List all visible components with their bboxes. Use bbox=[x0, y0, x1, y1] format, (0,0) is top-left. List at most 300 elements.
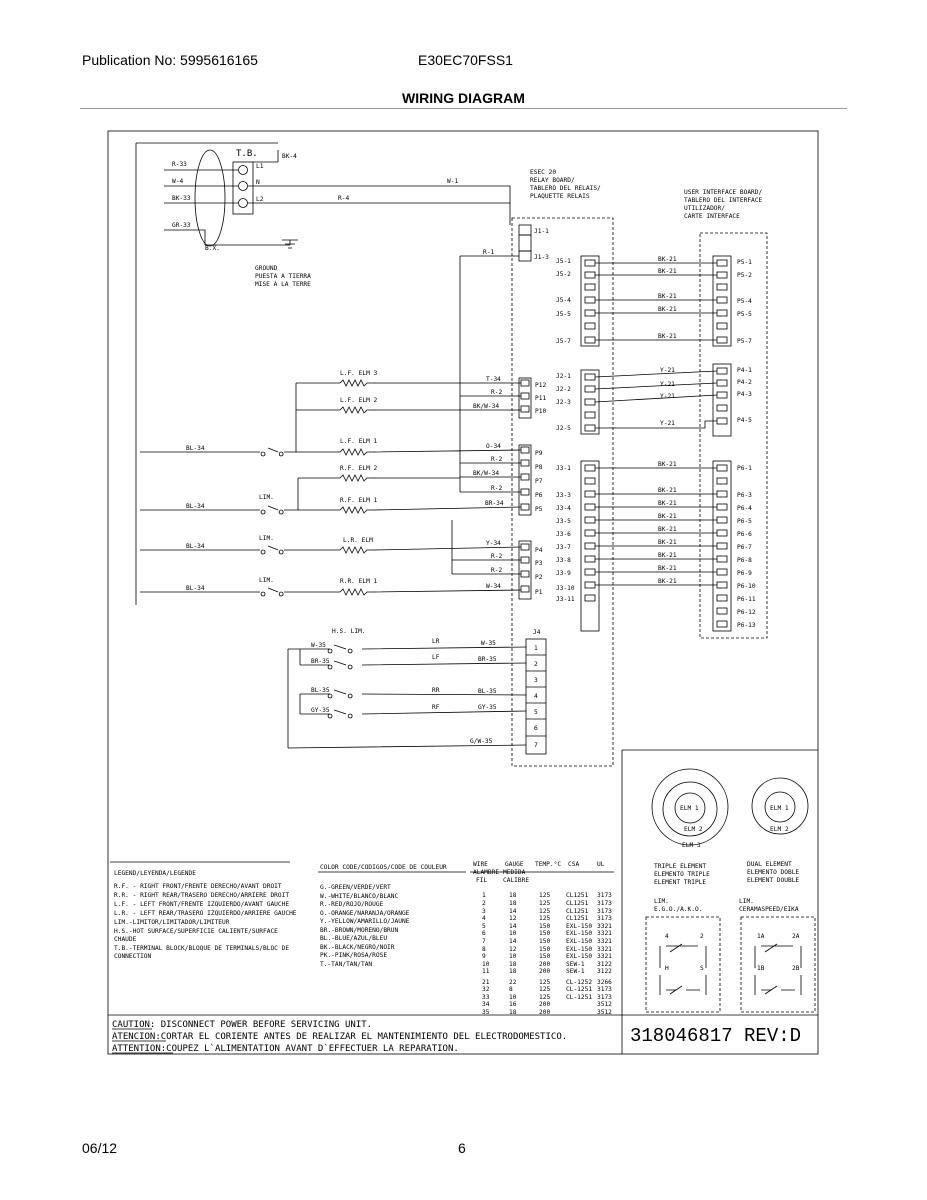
wire-label: BL-34 bbox=[186, 503, 205, 510]
wire-label: T-34 bbox=[486, 376, 501, 383]
wire-label: Y-21 bbox=[660, 420, 675, 427]
ui-title: UTILIZADOR/ bbox=[684, 205, 725, 212]
element-label: R.F. ELM 1 bbox=[340, 497, 378, 504]
j5-label: J5-7 bbox=[556, 338, 571, 345]
wiretable-cell: 2 bbox=[482, 900, 486, 907]
wiretable-cell: 11 bbox=[482, 968, 490, 975]
p4-label: P4-2 bbox=[737, 379, 752, 386]
wiretable-cell: 34 bbox=[482, 1001, 490, 1008]
p6-label: P6-11 bbox=[737, 596, 756, 603]
page-title: WIRING DIAGRAM bbox=[402, 90, 525, 106]
resistor bbox=[340, 589, 375, 595]
wire-label: BK-21 bbox=[658, 306, 677, 313]
legend-line: R.F. - RIGHT FRONT/FRENTE DERECHO/AVANT DROIT bbox=[114, 883, 282, 890]
wiretable-cell: 3512 bbox=[597, 1009, 612, 1016]
resistor bbox=[340, 380, 375, 386]
zone-label: RF bbox=[432, 704, 440, 711]
p4-label: P4-3 bbox=[737, 391, 752, 398]
wiretable-cell: 4 bbox=[482, 915, 486, 922]
wiretable-cell: 150 bbox=[539, 923, 551, 930]
zone-label: LF bbox=[432, 654, 440, 661]
wiretable-cell: 5 bbox=[482, 923, 486, 930]
pin-label: P2 bbox=[535, 574, 543, 581]
bx-label: B.X. bbox=[205, 245, 220, 252]
j2-label: J2-5 bbox=[556, 425, 571, 432]
p6-label: P6-3 bbox=[737, 492, 752, 499]
j3-label: J3-1 bbox=[556, 465, 571, 472]
legend-line: CONNECTION bbox=[114, 953, 152, 960]
wiretable-rows bbox=[482, 892, 612, 1016]
wire-label: BR-35 bbox=[311, 658, 330, 665]
n-label: N bbox=[256, 179, 260, 186]
wire-label: BK/W-34 bbox=[473, 403, 500, 410]
ground-label: MISE A LA TERRE bbox=[255, 281, 311, 288]
wire-label: BK-21 bbox=[658, 461, 677, 468]
wiretable-cell: 200 bbox=[539, 1001, 551, 1008]
wiretable-cell: 18 bbox=[509, 968, 517, 975]
wiretable-cell: 18 bbox=[509, 961, 517, 968]
wiretable-cell: 32 bbox=[482, 986, 490, 993]
wiretable-cell: SEW-1 bbox=[566, 961, 585, 968]
wiretable-cell: 12 bbox=[509, 915, 517, 922]
wiretable-cell: 3321 bbox=[597, 930, 612, 937]
resistor bbox=[340, 449, 375, 455]
wiretable-cell: 6 bbox=[482, 930, 486, 937]
dual-label: ELEMENTO DOBLE bbox=[747, 869, 800, 876]
wire-label: BK-21 bbox=[658, 552, 677, 559]
wire-label: G/W-35 bbox=[470, 738, 493, 745]
p6-label: P6-13 bbox=[737, 622, 756, 629]
switch-terminal: H bbox=[665, 965, 669, 972]
limiter-switch bbox=[256, 546, 283, 554]
wire-label: R-33 bbox=[172, 161, 187, 168]
wire-label: W-35 bbox=[481, 640, 496, 647]
hs-lim-label: H.S. LIM. bbox=[332, 628, 366, 635]
resistor bbox=[340, 507, 375, 513]
wire-label: BK-21 bbox=[658, 256, 677, 263]
pin-label: P9 bbox=[535, 450, 543, 457]
colorcode-line: W.-WHITE/BLANCO/BLANC bbox=[320, 893, 399, 900]
p5-label: P5-7 bbox=[737, 338, 752, 345]
wire-label: Y-34 bbox=[486, 540, 501, 547]
j11-label: J1-1 bbox=[534, 228, 549, 235]
wiretable-cell: 125 bbox=[539, 908, 551, 915]
wire-label: BK-21 bbox=[658, 268, 677, 275]
colorcode-title: COLOR CODE/CODIGOS/CODE DE COULEUR bbox=[320, 864, 447, 871]
wiretable-cell: 8 bbox=[482, 946, 486, 953]
p6-label: P6-7 bbox=[737, 544, 752, 551]
p6-label: P6-12 bbox=[737, 609, 756, 616]
wire-label: BR-35 bbox=[478, 656, 497, 663]
colorcode-line: T.-TAN/TAN/TAN bbox=[320, 961, 373, 968]
legend-title: LEGEND/LEYENDA/LEGENDE bbox=[114, 870, 196, 877]
legend-line: LIM.-LIMITOR/LIMITADOR/LIMITEUR bbox=[114, 919, 230, 926]
wiretable-cell: 10 bbox=[482, 961, 490, 968]
r1-wire bbox=[460, 256, 519, 380]
ego-switch-box bbox=[646, 917, 720, 1012]
wiretable-cell: CL-1251 bbox=[566, 994, 593, 1001]
element-label: L.F. ELM 1 bbox=[340, 438, 378, 445]
wire-label: BL-34 bbox=[186, 543, 205, 550]
j4-pin: 4 bbox=[534, 693, 538, 700]
element-labels bbox=[186, 370, 504, 592]
switch-terminal: 4 bbox=[665, 933, 669, 940]
wiretable-cell: 150 bbox=[539, 953, 551, 960]
caution-block bbox=[112, 1020, 801, 1054]
pin-label: P1 bbox=[535, 589, 543, 596]
cera-switch-box bbox=[741, 917, 815, 1012]
lim-label: LIM. bbox=[259, 535, 274, 542]
wiretable-cell: EXL-150 bbox=[566, 923, 593, 930]
j1-terminal bbox=[519, 251, 531, 261]
wire-label: Y-21 bbox=[660, 381, 675, 388]
wire-label: R-2 bbox=[491, 485, 503, 492]
zone-label: RR bbox=[432, 687, 440, 694]
j3-label: J3-3 bbox=[556, 492, 571, 499]
element-label: L.R. ELM bbox=[343, 537, 373, 544]
wire-label: R-1 bbox=[483, 249, 495, 256]
colorcode-line: R.-RED/ROJO/ROUGE bbox=[320, 901, 384, 908]
pin-label: P5 bbox=[535, 506, 543, 513]
wire-label: BK-21 bbox=[658, 293, 677, 300]
j13-label: J1-3 bbox=[534, 254, 549, 261]
wiretable-cell: CL1251 bbox=[566, 908, 589, 915]
elm-label: ELM 3 bbox=[682, 842, 701, 849]
wire-label: R-4 bbox=[338, 195, 350, 202]
j5-label: J5-5 bbox=[556, 311, 571, 318]
bk4-label: BK-4 bbox=[282, 153, 297, 160]
wiretable-subheader: MEDIDA bbox=[503, 869, 526, 876]
j2-label: J2-2 bbox=[556, 386, 571, 393]
wire-label: O-34 bbox=[486, 443, 501, 450]
switch-terminal: 1B bbox=[757, 965, 765, 972]
wiretable-cell: 35 bbox=[482, 1009, 490, 1016]
legend-line: R.R. - RIGHT REAR/TRASERO DERECHO/ARRIERE DROIT bbox=[114, 892, 290, 899]
wiretable-cell: CL1251 bbox=[566, 915, 589, 922]
wire-label: BK-33 bbox=[172, 195, 191, 202]
caution-line: ATENCION:CORTAR EL CORIENTE ANTES DE REALIZAR EL MANTENIMIENTO DEL ELECTRODOMESTICO. bbox=[112, 1032, 568, 1042]
wiretable-cell: 14 bbox=[509, 908, 517, 915]
p6-label: P6-9 bbox=[737, 570, 752, 577]
wiretable-cell: CL1251 bbox=[566, 892, 589, 899]
wiretable-cell: 3512 bbox=[597, 1001, 612, 1008]
wire-label: BK-21 bbox=[658, 565, 677, 572]
colorcode-line: BL.-BLUE/AZUL/BLEU bbox=[320, 935, 388, 942]
wire-label: BK-21 bbox=[658, 500, 677, 507]
wiretable-cell: 10 bbox=[509, 994, 517, 1001]
wire-label: BL-34 bbox=[186, 445, 205, 452]
wire-label: R-2 bbox=[491, 567, 503, 574]
wiretable-cell: 3321 bbox=[597, 938, 612, 945]
j4-label: J4 bbox=[533, 629, 541, 636]
j4-pin: 5 bbox=[534, 709, 538, 716]
ui-board bbox=[700, 233, 767, 638]
switch-terminal: 2B bbox=[792, 965, 800, 972]
wiretable-cell: 10 bbox=[509, 953, 517, 960]
lim-label: LIM. bbox=[259, 577, 274, 584]
p4-connector bbox=[713, 364, 731, 436]
ui-title: TABLERO DEL INTERFACE bbox=[684, 197, 763, 204]
wire-label: W-34 bbox=[486, 583, 501, 590]
wiretable-cell: 7 bbox=[482, 938, 486, 945]
wiretable-cell: 22 bbox=[509, 979, 517, 986]
p6-label: P6-8 bbox=[737, 557, 752, 564]
wire-label: GY-35 bbox=[478, 704, 497, 711]
switch-title: CERAMASPEED/EIKA bbox=[739, 906, 799, 913]
colorcode-line: PK.-PINK/ROSA/ROSE bbox=[320, 952, 388, 959]
wiretable-header: WIRE bbox=[473, 861, 488, 868]
l2-label: L2 bbox=[256, 196, 264, 203]
j1-body bbox=[519, 235, 531, 251]
p5-label: P5-1 bbox=[737, 259, 752, 266]
wiretable-cell: 125 bbox=[539, 979, 551, 986]
wire-label: Y-21 bbox=[660, 367, 675, 374]
hs-switch bbox=[328, 710, 352, 718]
wiretable-cell: 18 bbox=[509, 900, 517, 907]
wire-label: R-2 bbox=[491, 389, 503, 396]
j3-label: J3-4 bbox=[556, 505, 571, 512]
pin-label: P10 bbox=[535, 408, 547, 415]
colorcode-line: O.-ORANGE/NARANJA/ORANGE bbox=[320, 910, 410, 917]
switch-title: LIM. bbox=[739, 898, 754, 905]
j3-label: J3-9 bbox=[556, 570, 571, 577]
pin-label: P7 bbox=[535, 478, 543, 485]
hs-labels bbox=[311, 628, 497, 745]
wiretable-subheader: CALIBRE bbox=[503, 877, 530, 884]
switch-terminal: 2 bbox=[700, 933, 704, 940]
wire-label: BK-21 bbox=[658, 578, 677, 585]
j3-label: J3-8 bbox=[556, 557, 571, 564]
footer-date: 06/12 bbox=[82, 1140, 118, 1156]
wiretable-cell: 150 bbox=[539, 930, 551, 937]
wiretable-cell: 9 bbox=[482, 953, 486, 960]
wiretable-cell: 150 bbox=[539, 938, 551, 945]
wiretable-cell: 3321 bbox=[597, 953, 612, 960]
p5-label: P5-2 bbox=[737, 272, 752, 279]
relay-title: ESEC 20 bbox=[530, 169, 557, 176]
wiretable-cell: 125 bbox=[539, 994, 551, 1001]
j3-label: J3-10 bbox=[556, 585, 575, 592]
ground-label: GROUND bbox=[255, 265, 278, 272]
dual-label: ELEMENT DOUBLE bbox=[747, 877, 800, 884]
j5-label: J5-4 bbox=[556, 297, 571, 304]
part-number: 318046817 REV:D bbox=[630, 1025, 802, 1047]
switch-title: E.G.O./A.K.O. bbox=[654, 906, 703, 913]
p6-label: P6-4 bbox=[737, 505, 752, 512]
wiretable-cell: 3173 bbox=[597, 900, 612, 907]
resistor bbox=[340, 547, 375, 553]
wiretable-cell: 12 bbox=[509, 946, 517, 953]
lim-label: LIM. bbox=[259, 494, 274, 501]
elm-label: ELM 1 bbox=[770, 805, 789, 812]
j5-connector bbox=[581, 256, 599, 346]
wiretable-cell: 200 bbox=[539, 961, 551, 968]
j4-pin: 2 bbox=[534, 661, 538, 668]
wiretable-header: GAUGE bbox=[505, 861, 524, 868]
wiretable-cell: 125 bbox=[539, 986, 551, 993]
ground-label: PUESTA A TIERRA bbox=[255, 273, 311, 280]
p4-label: P4-5 bbox=[737, 417, 752, 424]
colorcode-line: BK.-BLACK/NEGRO/NOIR bbox=[320, 944, 395, 951]
p6-label: P6-1 bbox=[737, 465, 752, 472]
triple-label: TRIPLE ELEMENT bbox=[654, 863, 707, 870]
wiretable-cell: CL-1251 bbox=[566, 986, 593, 993]
limiter-switch bbox=[256, 588, 283, 596]
triple-label: ELEMENTO TRIPLE bbox=[654, 871, 710, 878]
wire-label: W-4 bbox=[172, 178, 184, 185]
wiretable-cell: 3321 bbox=[597, 946, 612, 953]
wire-label: GR-33 bbox=[172, 222, 191, 229]
wiretable-cell: 3 bbox=[482, 908, 486, 915]
wire-label: GY-35 bbox=[311, 707, 330, 714]
wiretable-cell: EXL-150 bbox=[566, 930, 593, 937]
switch-terminal: 1A bbox=[757, 933, 765, 940]
j4-pin: 3 bbox=[534, 677, 538, 684]
j3-label: J3-11 bbox=[556, 596, 575, 603]
wiretable-cell: 3321 bbox=[597, 923, 612, 930]
limiter-switch bbox=[256, 448, 283, 456]
zone-label: LR bbox=[432, 638, 440, 645]
switch-labels bbox=[654, 898, 800, 972]
wire-label: BL-35 bbox=[478, 688, 497, 695]
p5-connector bbox=[713, 256, 731, 346]
j3-label: J3-5 bbox=[556, 518, 571, 525]
relay-title: PLAQUETTE RELAIS bbox=[530, 193, 590, 200]
pin-label: P12 bbox=[535, 382, 547, 389]
limiter-switch bbox=[256, 506, 283, 514]
wiretable-cell: 125 bbox=[539, 892, 551, 899]
wiretable-cell: 1 bbox=[482, 892, 486, 899]
wire-label: Y-21 bbox=[660, 393, 675, 400]
switch-title: LIM. bbox=[654, 898, 669, 905]
elm-label: ELM 1 bbox=[680, 805, 699, 812]
switch-terminal: 2A bbox=[792, 933, 800, 940]
resistor bbox=[340, 407, 375, 413]
wire-label: BK-21 bbox=[658, 539, 677, 546]
wiretable-cell: 3122 bbox=[597, 968, 612, 975]
legend-line: H.S.-HOT SURFACE/SUPERFICIE CALIENTE/SURFACE bbox=[114, 928, 278, 935]
wiretable-cell: 33 bbox=[482, 994, 490, 1001]
switch-terminal: S bbox=[700, 965, 704, 972]
element-label: R.F. ELM 2 bbox=[340, 465, 378, 472]
ui-title: USER INTERFACE BOARD/ bbox=[684, 189, 763, 196]
wiretable-cell: 18 bbox=[509, 892, 517, 899]
element-label: L.F. ELM 2 bbox=[340, 397, 378, 404]
legend-block bbox=[114, 860, 605, 968]
element-label: R.R. ELM 1 bbox=[340, 578, 378, 585]
relay-title: TABLERO DEL RELAIS/ bbox=[530, 185, 601, 192]
wiretable-cell: EXL-150 bbox=[566, 938, 593, 945]
p6-label: P6-10 bbox=[737, 583, 756, 590]
j3-label: J3-7 bbox=[556, 544, 571, 551]
wiretable-cell: 14 bbox=[509, 938, 517, 945]
legend-line: L.R. - LEFT REAR/TRASERO IZQUIERDO/ARRIERE GAUCHE bbox=[114, 910, 297, 917]
elm-label: ELM 2 bbox=[684, 826, 703, 833]
wire-label: BL-34 bbox=[186, 585, 205, 592]
legend-line: T.B.-TERMINAL BLOCK/BLOQUE DE TERMINALS/BLOC DE bbox=[114, 945, 290, 952]
wire-label: W-1 bbox=[447, 178, 459, 185]
wire-label: BL-35 bbox=[311, 687, 330, 694]
wiretable-cell: 3173 bbox=[597, 986, 612, 993]
element-wiring bbox=[140, 380, 521, 592]
j4-pin: 6 bbox=[534, 725, 538, 732]
caution-line: CAUTION: DISCONNECT POWER BEFORE SERVICING UNIT. bbox=[112, 1020, 373, 1030]
footer-page: 6 bbox=[458, 1140, 466, 1156]
p-pin-connector bbox=[519, 378, 531, 599]
j3-label: J3-6 bbox=[556, 531, 571, 538]
wiretable-header: TEMP.°C bbox=[535, 861, 562, 868]
wiretable-cell: CL1251 bbox=[566, 900, 589, 907]
wiretable-subheader: ALAMBRE bbox=[473, 869, 500, 876]
ui-title: CARTE INTERFACE bbox=[684, 213, 740, 220]
p4-label: P4-1 bbox=[737, 367, 752, 374]
wiretable-header: UL bbox=[597, 861, 605, 868]
wiretable-cell: 200 bbox=[539, 1009, 551, 1016]
colorcode-line: G.-GREEN/VERDE/VERT bbox=[320, 884, 391, 891]
wiretable-cell: CL-1252 bbox=[566, 979, 593, 986]
colorcode-line: BR.-BROWN/MORENO/BRUN bbox=[320, 927, 399, 934]
wiretable-cell: EXL-150 bbox=[566, 946, 593, 953]
triple-label: ELEMENT TRIPLE bbox=[654, 879, 707, 886]
wiretable-cell: 3122 bbox=[597, 961, 612, 968]
p6-label: P6-6 bbox=[737, 531, 752, 538]
caution-line: ATTENTION:COUPEZ L`ALIMENTATION AVANT D`EFFECTUER LA REPARATION. bbox=[112, 1044, 459, 1054]
p5-label: P5-4 bbox=[737, 298, 752, 305]
colorcode-line: Y.-YELLOW/AMARILLO/JAUNE bbox=[320, 918, 410, 925]
hs-switch bbox=[328, 690, 352, 698]
wiretable-cell: 16 bbox=[509, 1001, 517, 1008]
terminal-block bbox=[136, 143, 510, 605]
elm-label: ELM 2 bbox=[770, 826, 789, 833]
wire-label: R-2 bbox=[491, 553, 503, 560]
wire-label: BK-21 bbox=[658, 333, 677, 340]
relay-title: RELAY BOARD/ bbox=[530, 177, 575, 184]
j2-label: J2-1 bbox=[556, 373, 571, 380]
wiretable-cell: 150 bbox=[539, 946, 551, 953]
wiretable-cell: SEW-1 bbox=[566, 968, 585, 975]
wiretable-cell: 3173 bbox=[597, 908, 612, 915]
dual-label: DUAL ELEMENT bbox=[747, 861, 792, 868]
wire-labels bbox=[658, 256, 677, 585]
pin-label: P8 bbox=[535, 464, 543, 471]
element-label: L.F. ELM 3 bbox=[340, 370, 378, 377]
wiretable-cell: 10 bbox=[509, 930, 517, 937]
wire-label: BK-21 bbox=[658, 513, 677, 520]
l1-label: L1 bbox=[256, 163, 264, 170]
hs-switch bbox=[328, 645, 352, 653]
wiretable-cell: 14 bbox=[509, 923, 517, 930]
wiretable-cell: 3173 bbox=[597, 892, 612, 899]
wire-label: R-2 bbox=[491, 456, 503, 463]
p6-label: P6-5 bbox=[737, 518, 752, 525]
j2-label: J2-3 bbox=[556, 399, 571, 406]
wiretable-cell: 3266 bbox=[597, 979, 612, 986]
model-number: E30EC70FSS1 bbox=[418, 52, 513, 68]
wire-label: BR-34 bbox=[485, 500, 504, 507]
j5-label: J5-2 bbox=[556, 271, 571, 278]
j1-terminal bbox=[519, 225, 531, 235]
j5-label: J5-1 bbox=[556, 258, 571, 265]
wiretable-cell: 125 bbox=[539, 900, 551, 907]
wiretable-cell: 125 bbox=[539, 915, 551, 922]
wiretable-cell: 8 bbox=[509, 986, 513, 993]
pin-label: P3 bbox=[535, 560, 543, 567]
wire-label: BK/W-34 bbox=[473, 470, 500, 477]
wiretable-cell: 21 bbox=[482, 979, 490, 986]
legend-line: L.F. - LEFT FRONT/FRENTE IZQUIERDO/AVANT GAUCHE bbox=[114, 901, 290, 908]
wiretable-cell: 18 bbox=[509, 1009, 517, 1016]
wiretable-subheader: FIL bbox=[476, 877, 488, 884]
